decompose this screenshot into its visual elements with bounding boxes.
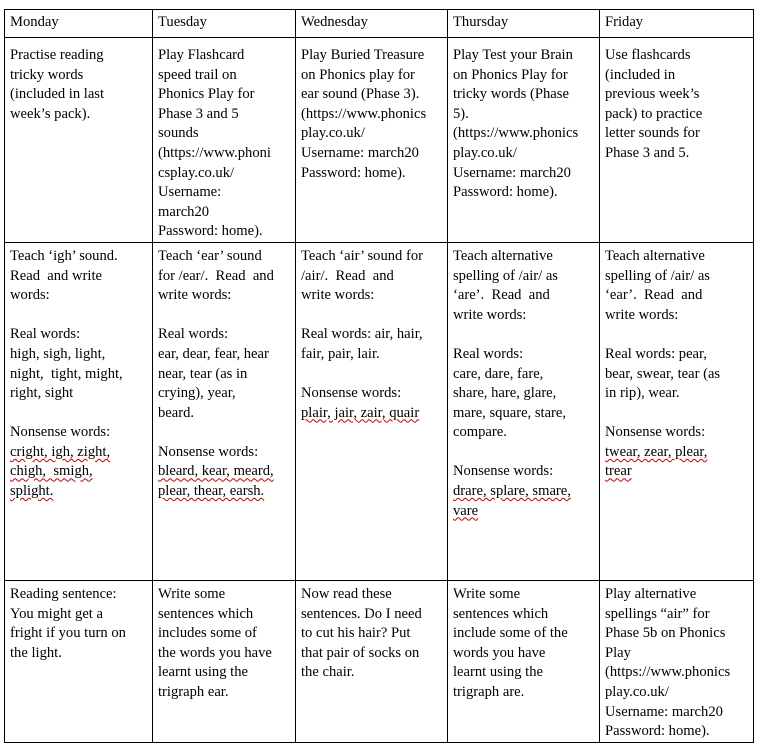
text-line: Play alternative xyxy=(605,585,697,602)
sentences-row xyxy=(5,580,754,742)
text-line: csplay.co.uk/ xyxy=(158,164,235,181)
text-line: splight. xyxy=(10,483,54,500)
text-line: Play xyxy=(605,644,631,661)
text-line: the chair. xyxy=(301,664,355,681)
text-line: play.co.uk/ xyxy=(453,144,517,161)
text-line: crying), year, xyxy=(158,385,236,402)
text-line: ear sound (Phase 3). xyxy=(301,86,420,103)
cell-wednesday-teach xyxy=(296,242,448,580)
text-line: trigraph are. xyxy=(453,683,525,700)
cell-thursday-sentences xyxy=(448,580,600,742)
text-line: fair, pair, lair. xyxy=(301,345,380,362)
text-line: Use flashcards xyxy=(605,47,691,63)
text-line: that pair of socks on xyxy=(301,644,420,661)
text-line: Write some xyxy=(453,585,521,602)
paragraph-gap xyxy=(301,365,443,385)
text-line: learnt using the xyxy=(158,664,248,681)
text-line: Username: march20 xyxy=(453,164,571,181)
text-line: Now read these xyxy=(301,585,392,602)
text-line: (https://www.phonics xyxy=(605,664,731,681)
text-line: Nonsense words: xyxy=(453,463,554,480)
text-line: Real words: air, hair, xyxy=(301,326,423,343)
text-line: write words: xyxy=(158,287,232,304)
text-line: spelling of /air/ as xyxy=(605,267,710,284)
paragraph-gap xyxy=(453,443,595,463)
text-line: Real words: xyxy=(10,326,81,343)
text-line: night, tight, might, xyxy=(10,365,123,382)
cell-tuesday-games xyxy=(153,38,296,243)
paragraph-gap xyxy=(605,325,749,345)
cell-monday-sentences xyxy=(5,580,153,742)
text-line: tricky words xyxy=(10,66,84,83)
text-line: Play Test your Brain xyxy=(453,47,573,63)
header-thursday: Thursday xyxy=(448,10,600,38)
text-line: words you have xyxy=(453,644,546,661)
text-line: drare, splare, smare, xyxy=(453,483,571,500)
text-line: Password: home). xyxy=(301,164,406,181)
text-line: spellings “air” for xyxy=(605,605,710,622)
text-line: Read and write xyxy=(10,267,102,284)
text-line: on Phonics Play for xyxy=(453,66,568,83)
text-line: twear, zear, plear, xyxy=(605,443,708,460)
paragraph-gap xyxy=(158,423,291,443)
text-line: Phase 3 and 5. xyxy=(605,144,690,161)
text-line: Password: home). xyxy=(158,223,263,240)
text-line: Reading sentence: xyxy=(10,585,117,602)
text-line: play.co.uk/ xyxy=(301,125,365,142)
cell-thursday-games xyxy=(448,38,600,243)
text-line: for /ear/. Read and xyxy=(158,267,274,284)
text-line: Write some xyxy=(158,585,226,602)
text-line: Phase 5b on Phonics xyxy=(605,625,726,642)
text-line: plair, jair, zair, quair xyxy=(301,404,420,421)
header-friday: Friday xyxy=(600,10,754,38)
text-line: care, dare, fare, xyxy=(453,365,544,382)
text-line: the light. xyxy=(10,644,62,661)
text-line: on Phonics play for xyxy=(301,66,415,83)
text-line: high, sigh, light, xyxy=(10,345,106,362)
cell-thursday-teach xyxy=(448,242,600,580)
teaching-row xyxy=(5,242,754,580)
text-line: ‘are’. Read and xyxy=(453,287,550,304)
text-line: sounds xyxy=(158,125,199,142)
text-line: march20 xyxy=(158,203,210,220)
text-line: ear, dear, fear, hear xyxy=(158,345,269,362)
text-line: cright, igh, zight, xyxy=(10,443,111,460)
text-line: words: xyxy=(10,287,50,304)
paragraph-gap xyxy=(453,325,595,345)
paragraph-gap xyxy=(301,306,443,326)
text-line: week’s pack). xyxy=(10,105,91,122)
text-line: (https://www.phonics xyxy=(453,125,579,142)
text-line: You might get a xyxy=(10,605,103,622)
text-line: Real words: xyxy=(453,345,524,362)
text-line: write words: xyxy=(453,306,527,323)
text-line: plear, thear, earsh. xyxy=(158,483,265,500)
text-line: in rip), wear. xyxy=(605,385,680,402)
cell-wednesday-sentences xyxy=(296,580,448,742)
text-line: Play Buried Treasure xyxy=(301,47,425,63)
text-line: play.co.uk/ xyxy=(605,683,669,700)
text-line: vare xyxy=(453,502,479,519)
text-line: mare, square, stare, xyxy=(453,404,567,421)
text-line: Phase 3 and 5 xyxy=(158,105,239,122)
text-line: letter sounds for xyxy=(605,125,700,142)
text-line: the words you have xyxy=(158,644,272,661)
text-line: Real words: pear, xyxy=(605,345,707,362)
text-line: near, tear (as in xyxy=(158,365,248,382)
text-line: /air/. Read and xyxy=(301,267,394,284)
text-line: Real words: xyxy=(158,326,229,343)
text-line: write words: xyxy=(301,287,375,304)
weekly-phonics-plan-table xyxy=(4,9,754,743)
header-monday: Monday xyxy=(5,10,153,38)
text-line: (included in xyxy=(605,66,676,83)
cell-friday-teach xyxy=(600,242,754,580)
text-line: (https://www.phoni xyxy=(158,144,271,161)
text-line: Password: home). xyxy=(605,723,710,740)
text-line: ‘ear’. Read and xyxy=(605,287,703,304)
cell-wednesday-games xyxy=(296,38,448,243)
games-row xyxy=(5,38,754,243)
text-line: (included in last xyxy=(10,86,105,103)
text-line: compare. xyxy=(453,424,507,441)
cell-friday-sentences xyxy=(600,580,754,742)
text-line: pack) to practice xyxy=(605,105,703,122)
text-line: trigraph ear. xyxy=(158,683,229,700)
text-line: Teach ‘igh’ sound. xyxy=(10,247,118,264)
header-row xyxy=(5,10,754,38)
text-line: bleard, kear, meard, xyxy=(158,463,274,480)
cell-monday-teach xyxy=(5,242,153,580)
paragraph-gap xyxy=(10,404,148,424)
header-tuesday: Tuesday xyxy=(153,10,296,38)
text-line: Password: home). xyxy=(453,184,558,201)
paragraph-gap xyxy=(605,404,749,424)
text-line: includes some of xyxy=(158,625,257,642)
paragraph-gap xyxy=(10,306,148,326)
text-line: previous week’s xyxy=(605,86,700,103)
cell-tuesday-teach xyxy=(153,242,296,580)
cell-tuesday-sentences xyxy=(153,580,296,742)
text-line: Phonics Play for xyxy=(158,86,255,103)
text-line: spelling of /air/ as xyxy=(453,267,558,284)
text-line: sentences. Do I need xyxy=(301,605,422,622)
text-line: beard. xyxy=(158,404,195,421)
text-line: Practise reading xyxy=(10,47,104,63)
text-line: include some of the xyxy=(453,625,568,642)
text-line: Teach alternative xyxy=(453,247,553,264)
cell-friday-games xyxy=(600,38,754,243)
text-line: share, hare, glare, xyxy=(453,385,557,402)
text-line: sentences which xyxy=(453,605,549,622)
text-line: tricky words (Phase xyxy=(453,86,569,103)
text-line: 5). xyxy=(453,105,469,122)
text-line: (https://www.phonics xyxy=(301,105,427,122)
text-line: Nonsense words: xyxy=(301,385,402,402)
cell-monday-games xyxy=(5,38,153,243)
text-line: Teach ‘air’ sound for xyxy=(301,247,424,264)
text-line: Play Flashcard xyxy=(158,47,245,63)
text-line: learnt using the xyxy=(453,664,543,681)
text-line: sentences which xyxy=(158,605,254,622)
text-line: fright if you turn on xyxy=(10,625,126,642)
text-line: speed trail on xyxy=(158,66,237,83)
header-wednesday: Wednesday xyxy=(296,10,448,38)
text-line: trear xyxy=(605,463,632,480)
text-line: Username: march20 xyxy=(301,144,419,161)
text-line: write words: xyxy=(605,306,679,323)
text-line: Teach ‘ear’ sound xyxy=(158,247,262,264)
text-line: Nonsense words: xyxy=(10,424,111,441)
text-line: chigh, smigh, xyxy=(10,463,93,480)
text-line: Username: march20 xyxy=(605,703,723,720)
text-line: Nonsense words: xyxy=(605,424,706,441)
text-line: right, sight xyxy=(10,385,74,402)
paragraph-gap xyxy=(158,306,291,326)
text-line: bear, swear, tear (as xyxy=(605,365,721,382)
text-line: Username: xyxy=(158,184,222,201)
text-line: to cut his hair? Put xyxy=(301,625,411,642)
text-line: Nonsense words: xyxy=(158,443,259,460)
text-line: Teach alternative xyxy=(605,247,705,264)
